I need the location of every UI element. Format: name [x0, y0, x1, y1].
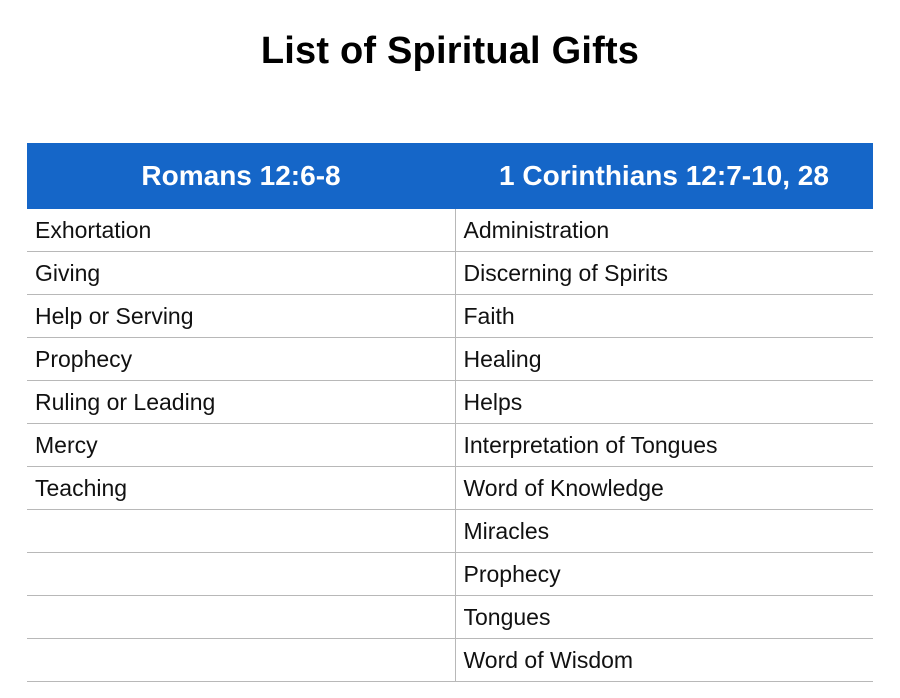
cell-corinthians: Word of Wisdom	[455, 639, 873, 682]
table-row	[27, 424, 873, 467]
table-row	[27, 295, 873, 338]
cell-corinthians: Miracles	[455, 510, 873, 553]
table-header	[27, 143, 873, 209]
cell-corinthians: Tongues	[455, 596, 873, 639]
cell-romans: Prophecy	[27, 338, 455, 381]
cell-corinthians: Healing	[455, 338, 873, 381]
spiritual-gifts-table	[27, 143, 873, 682]
table-row	[27, 467, 873, 510]
cell-romans: Help or Serving	[27, 295, 455, 338]
table-row	[27, 381, 873, 424]
cell-romans	[27, 510, 455, 553]
cell-corinthians: Helps	[455, 381, 873, 424]
cell-corinthians: Prophecy	[455, 553, 873, 596]
table-row	[27, 596, 873, 639]
cell-corinthians: Word of Knowledge	[455, 467, 873, 510]
column-header-romans: Romans 12:6-8	[27, 143, 455, 209]
column-header-corinthians: 1 Corinthians 12:7-10, 28	[455, 143, 873, 209]
table-row	[27, 252, 873, 295]
table-row	[27, 338, 873, 381]
cell-romans	[27, 553, 455, 596]
cell-romans: Teaching	[27, 467, 455, 510]
cell-romans	[27, 596, 455, 639]
table-row	[27, 553, 873, 596]
cell-corinthians: Administration	[455, 209, 873, 252]
table-body	[27, 209, 873, 682]
table-row	[27, 209, 873, 252]
cell-romans: Ruling or Leading	[27, 381, 455, 424]
cell-corinthians: Interpretation of Tongues	[455, 424, 873, 467]
cell-romans: Giving	[27, 252, 455, 295]
table-row	[27, 639, 873, 682]
cell-corinthians: Discerning of Spirits	[455, 252, 873, 295]
table-header-row	[27, 143, 873, 209]
table-row	[27, 510, 873, 553]
spiritual-gifts-table-wrapper	[27, 143, 873, 682]
cell-romans: Exhortation	[27, 209, 455, 252]
page-title: List of Spiritual Gifts	[260, 30, 640, 72]
cell-romans: Mercy	[27, 424, 455, 467]
cell-romans	[27, 639, 455, 682]
cell-corinthians: Faith	[455, 295, 873, 338]
